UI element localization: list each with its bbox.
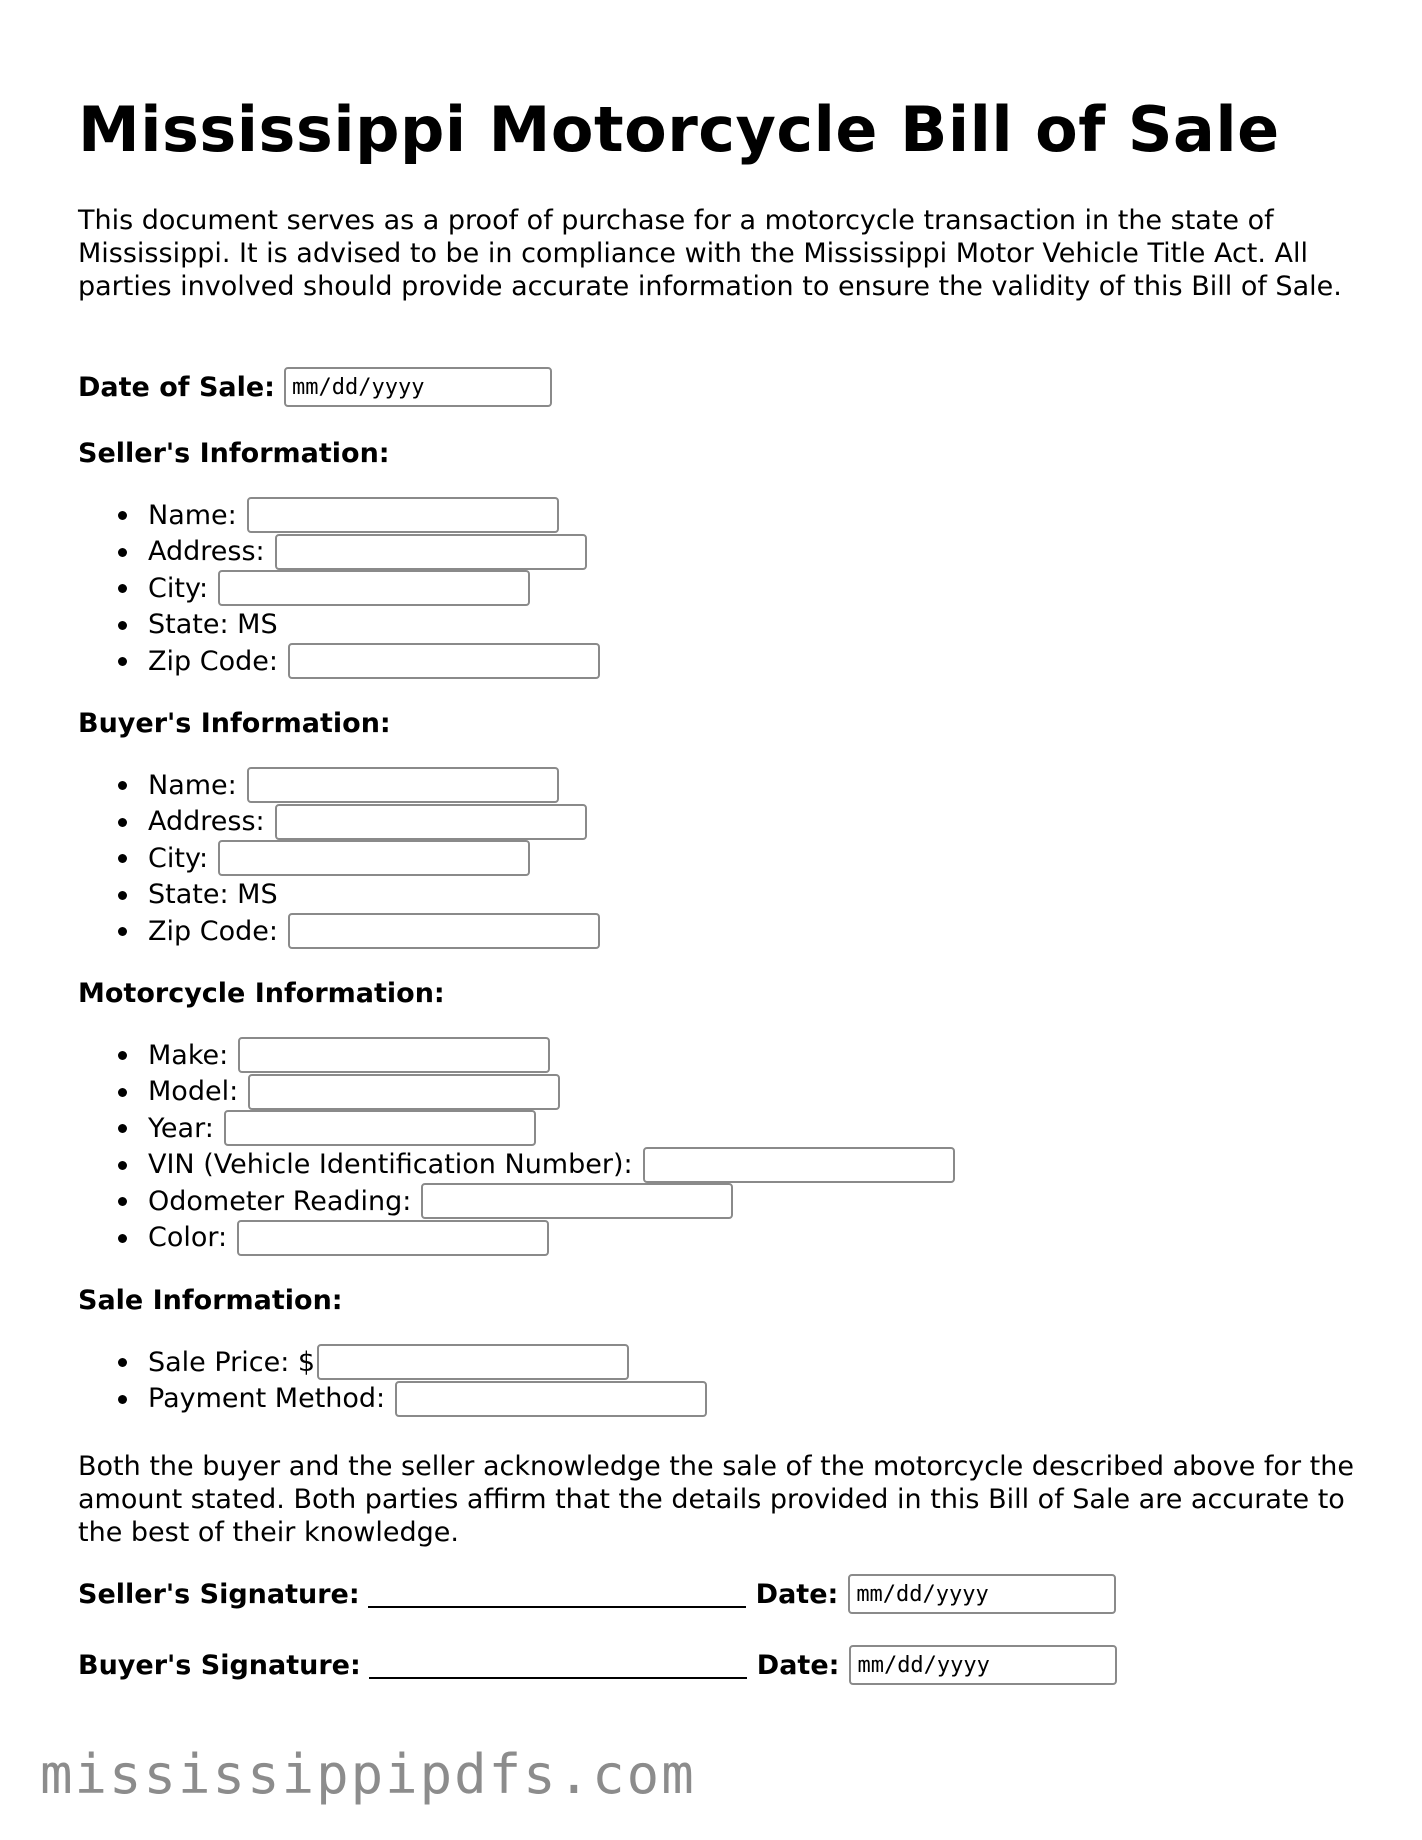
year-input[interactable] [224, 1110, 536, 1146]
date-of-sale-row [78, 367, 552, 407]
seller-fields [78, 497, 600, 680]
list-item [78, 607, 600, 644]
seller-signature-label: Seller's Signature: [78, 1578, 360, 1610]
buyer-city-input[interactable] [218, 840, 530, 876]
seller-city-input[interactable] [218, 570, 530, 606]
buyer-state-text: State: MS [148, 879, 278, 911]
buyer-address-input[interactable] [275, 804, 587, 840]
list-item [78, 1344, 707, 1381]
odometer-label: Odometer Reading: [148, 1185, 412, 1217]
buyer-date-label: Date: [756, 1649, 840, 1681]
list-item [78, 877, 600, 914]
seller-signature-row [78, 1574, 1116, 1614]
watermark-text: mississippipdfs.com [40, 1743, 696, 1806]
sale-fields [78, 1344, 707, 1417]
motorcycle-heading: Motorcycle Information: [78, 978, 445, 1009]
model-label: Model: [148, 1076, 239, 1108]
list-item [78, 1037, 955, 1074]
seller-address-input[interactable] [275, 534, 587, 570]
buyer-heading: Buyer's Information: [78, 708, 391, 739]
vin-label: VIN (Vehicle Identification Number): [148, 1149, 633, 1181]
color-input[interactable] [237, 1220, 549, 1256]
year-label: Year: [148, 1112, 214, 1144]
acknowledgement-paragraph: Both the buyer and the seller acknowledge the sale of the motorcycle described above for the amount stated. Both parties affirm that the details provided in this Bill of Sale are accurate to the best of their knowledge. [78, 1451, 1354, 1548]
list-item [78, 497, 600, 534]
seller-city-label: City: [148, 572, 209, 604]
odometer-input[interactable] [421, 1183, 733, 1219]
list-item [78, 913, 600, 950]
intro-paragraph: This document serves as a proof of purchase for a motorcycle transaction in the state of Mississippi. It is advised to be in compliance with the Mississippi Motor Vehicle Title Act. All parties involved should provide accurate information to ensure the validity of this Bill of Sale. [78, 205, 1342, 302]
payment-method-label: Payment Method: [148, 1383, 386, 1415]
buyer-name-label: Name: [148, 769, 237, 801]
list-item [78, 1147, 955, 1184]
buyer-fields [78, 767, 600, 950]
seller-signature-line[interactable] [368, 1580, 746, 1608]
page-title: Mississippi Motorcycle Bill of Sale [78, 93, 1280, 166]
seller-zip-input[interactable] [288, 643, 600, 679]
make-label: Make: [148, 1039, 229, 1071]
color-label: Color: [148, 1222, 228, 1254]
vin-input[interactable] [643, 1147, 955, 1183]
seller-name-input[interactable] [247, 497, 559, 533]
list-item [78, 1074, 955, 1111]
buyer-signature-label: Buyer's Signature: [78, 1649, 361, 1681]
buyer-city-label: City: [148, 842, 209, 874]
seller-date-input[interactable]: mm/dd/yyyy [848, 1574, 1116, 1614]
seller-name-label: Name: [148, 499, 237, 531]
buyer-zip-input[interactable] [288, 913, 600, 949]
buyer-address-label: Address: [148, 806, 265, 838]
payment-method-input[interactable] [395, 1381, 707, 1417]
list-item [78, 1110, 955, 1147]
list-item [78, 840, 600, 877]
buyer-date-input[interactable]: mm/dd/yyyy [849, 1645, 1117, 1685]
buyer-name-input[interactable] [247, 767, 559, 803]
list-item [78, 1183, 955, 1220]
sale-price-label: Sale Price: $ [148, 1346, 316, 1378]
seller-heading: Seller's Information: [78, 438, 390, 469]
sale-heading: Sale Information: [78, 1285, 343, 1316]
model-input[interactable] [248, 1074, 560, 1110]
seller-state-text: State: MS [148, 609, 278, 641]
buyer-signature-row [78, 1645, 1117, 1685]
seller-date-label: Date: [755, 1578, 839, 1610]
list-item [78, 570, 600, 607]
make-input[interactable] [238, 1037, 550, 1073]
date-of-sale-input[interactable]: mm/dd/yyyy [284, 367, 552, 407]
list-item [78, 534, 600, 571]
buyer-zip-label: Zip Code: [148, 915, 278, 947]
list-item [78, 1381, 707, 1418]
seller-address-label: Address: [148, 536, 265, 568]
date-of-sale-label: Date of Sale: [78, 371, 275, 403]
list-item [78, 643, 600, 680]
list-item [78, 1220, 955, 1257]
buyer-signature-line[interactable] [369, 1651, 747, 1679]
list-item [78, 804, 600, 841]
motorcycle-fields [78, 1037, 955, 1256]
seller-zip-label: Zip Code: [148, 645, 278, 677]
sale-price-input[interactable] [317, 1344, 629, 1380]
list-item [78, 767, 600, 804]
